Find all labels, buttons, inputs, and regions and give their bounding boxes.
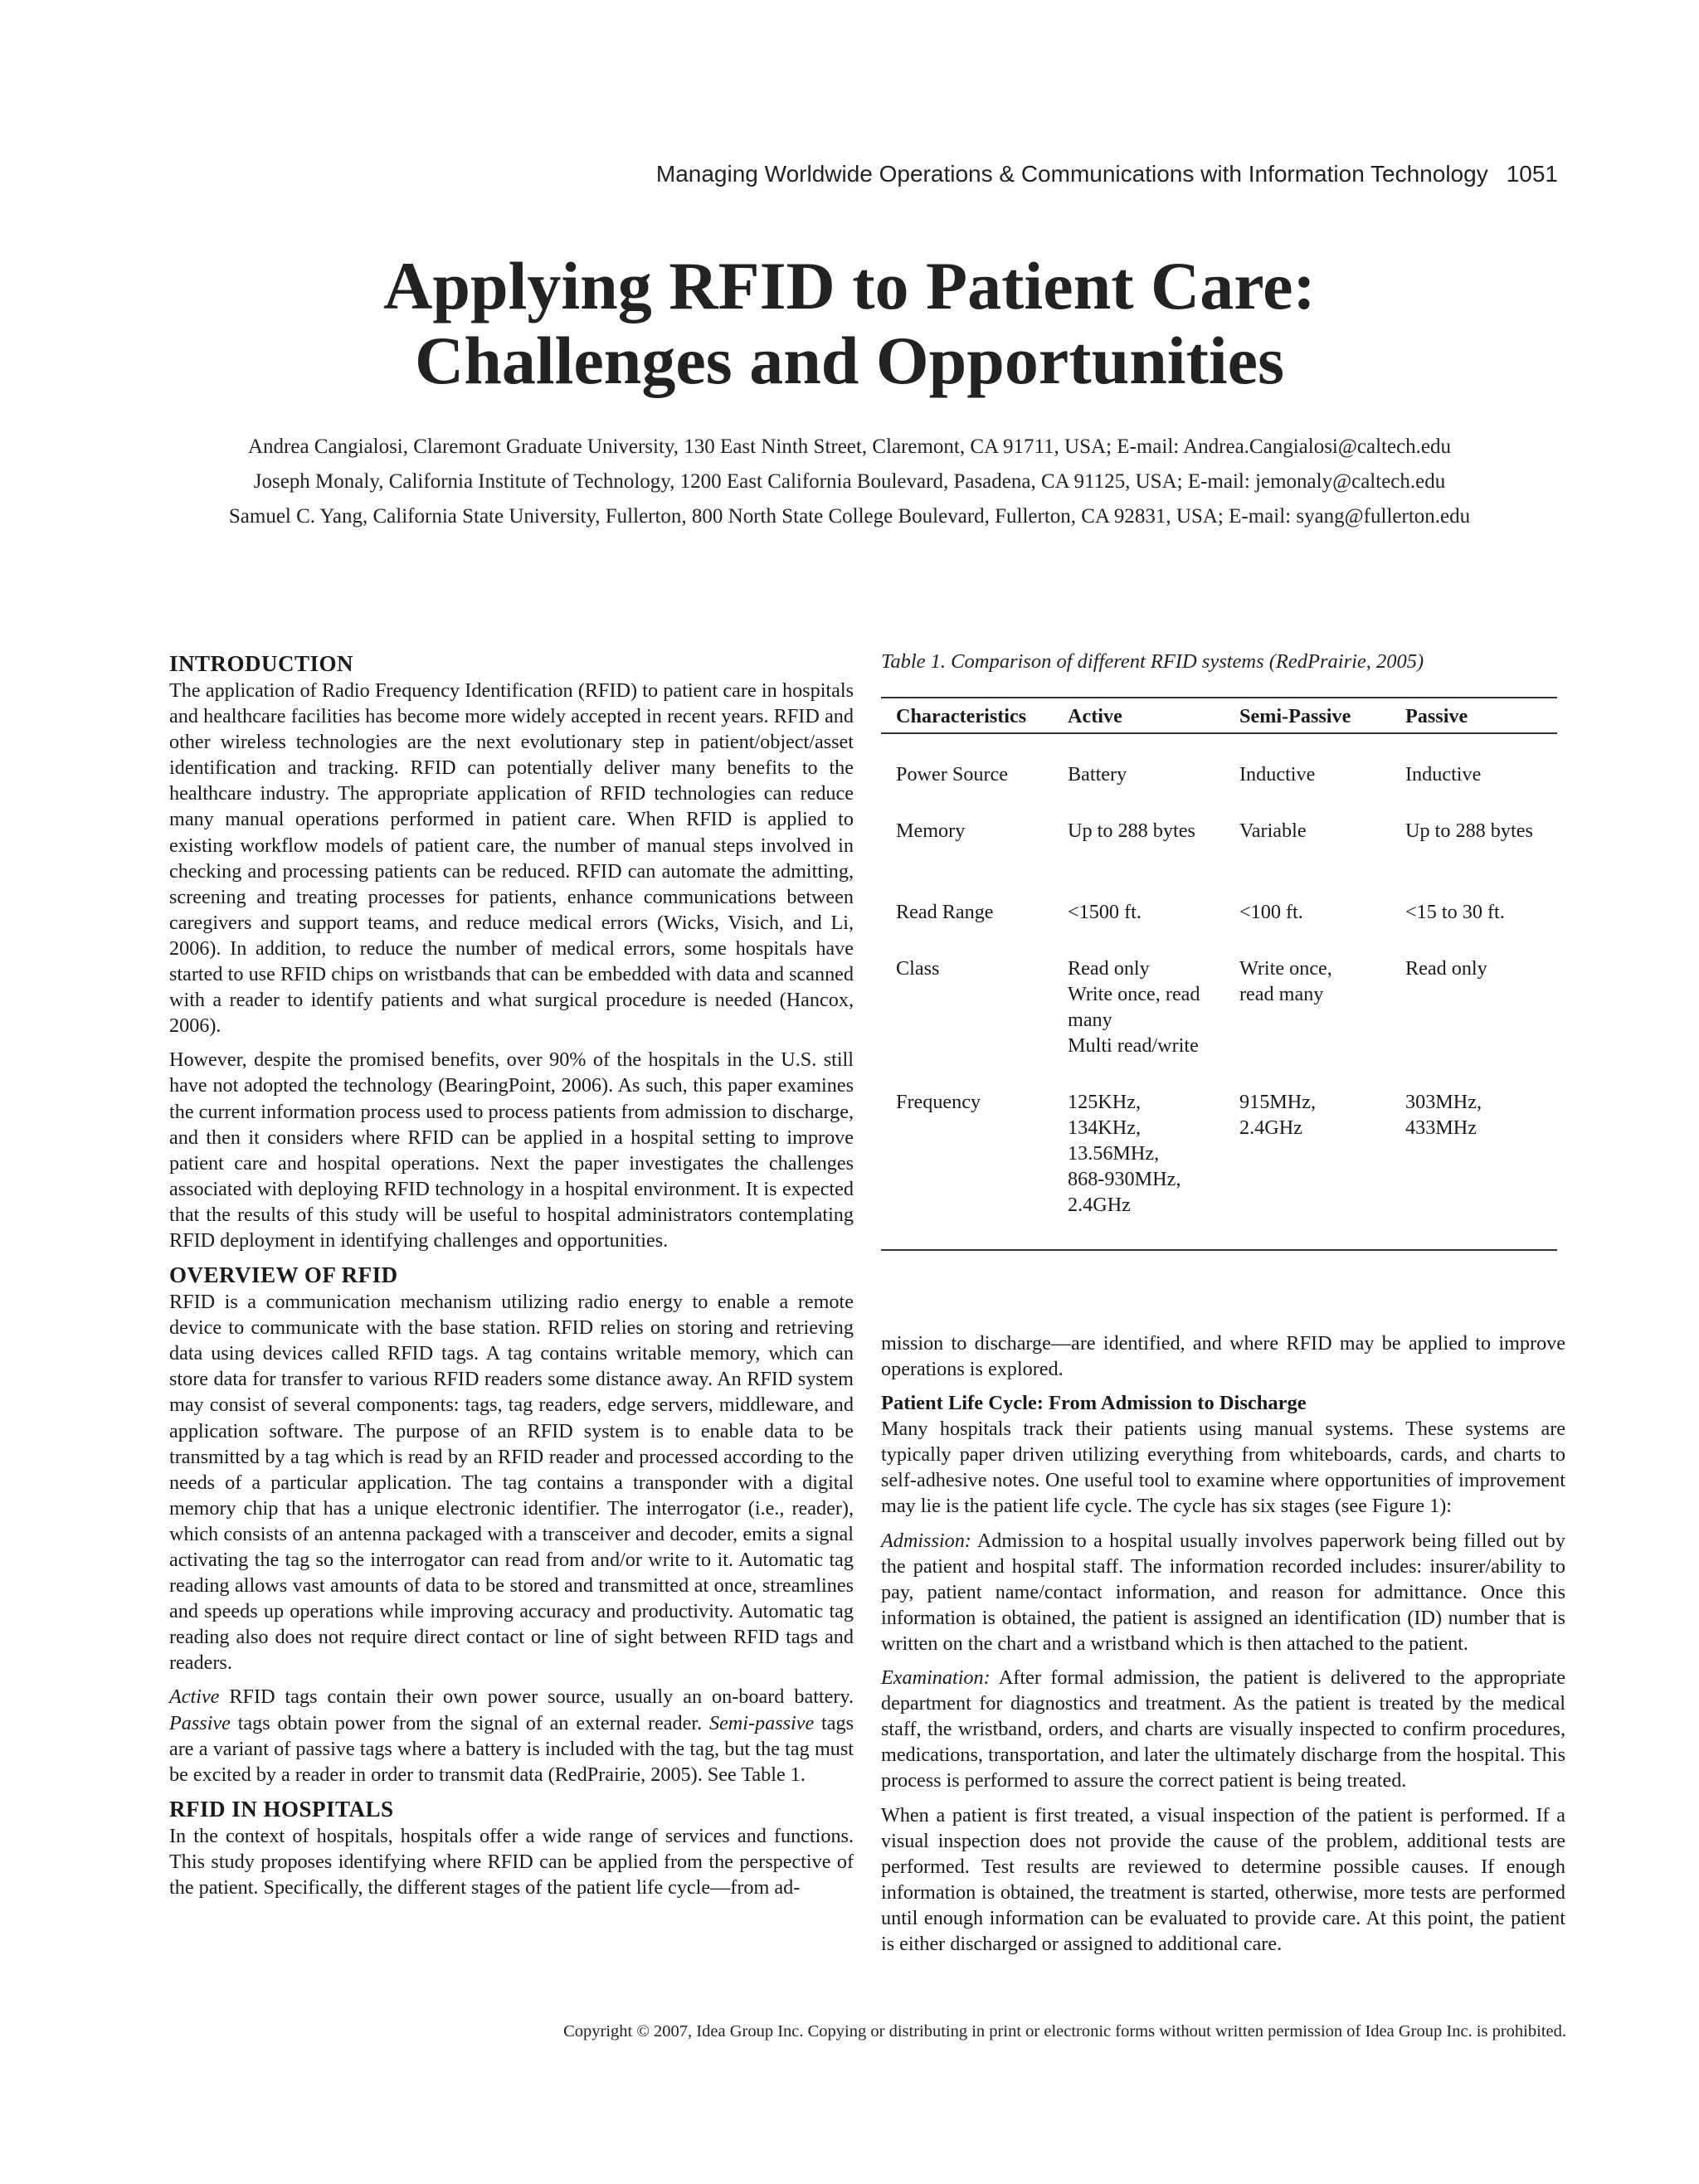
header-semi-passive: Semi-Passive bbox=[1224, 698, 1390, 733]
cell-line: Variable bbox=[1239, 820, 1307, 842]
table-header-row bbox=[881, 698, 1557, 733]
cell-line: 125KHz, bbox=[1068, 1091, 1141, 1113]
author-list bbox=[0, 430, 1699, 534]
cell-active bbox=[1053, 1058, 1224, 1250]
passive-term: Passive bbox=[169, 1711, 231, 1734]
introduction-paragraph-1: The application of Radio Frequency Identification (RFID) to patient care in hospitals and healthcare facilities has become more widely accepted in recent years. RFID and other wireless technologies are the next evolutionary step in patient/object/asset identification and tracking. RFID can potentially deliver many benefits to the healthcare industry. The appropriate application of RFID technologies can reduce many manual operations performed in patient care. When RFID is applied to existing workflow models of patient care, the number of manual steps involved in checking and processing patients can be reduced. RFID can automate the admitting, screening and treating processes for patients, enhance communications between caregivers and support teams, and reduce medical errors (Wicks, Visich, and Li, 2006). In addition, to reduce the number of medical errors, some hospitals have started to use RFID chips on wristbands that can be embedded with data and scanned with a reader to identify patients and what surgical procedure is needed (Hancox, 2006). bbox=[169, 679, 854, 1038]
running-head bbox=[656, 161, 1558, 187]
cell-line: <100 ft. bbox=[1239, 901, 1303, 923]
row-label: Class bbox=[896, 957, 940, 980]
cell-semi bbox=[1224, 1058, 1390, 1250]
row-label: Power Source bbox=[896, 763, 1009, 786]
cell-line: Inductive bbox=[1405, 763, 1482, 786]
left-column bbox=[169, 650, 854, 1909]
cell-line: Write once, bbox=[1239, 957, 1332, 980]
cell-line: Multi read/write bbox=[1068, 1034, 1199, 1057]
running-head-text: Managing Worldwide Operations & Communications with Information Technology bbox=[655, 161, 1488, 187]
hospitals-paragraph-continued: mission to discharge—are identified, and where RFID may be applied to improve operations is explored. bbox=[881, 1332, 1565, 1381]
cell-active bbox=[1053, 925, 1224, 1058]
overview-heading: OVERVIEW OF RFID bbox=[169, 1262, 398, 1288]
cell-line: many bbox=[1068, 1009, 1112, 1031]
cell-semi bbox=[1224, 733, 1390, 787]
table-row bbox=[881, 787, 1557, 844]
active-term: Active bbox=[169, 1685, 220, 1709]
admission-label: Admission: bbox=[881, 1529, 971, 1552]
introduction-heading: INTRODUCTION bbox=[169, 651, 354, 676]
hospitals-paragraph-1: In the context of hospitals, hospitals offer a wide range of services and functions. This study proposes identifying where RFID can be applied from the perspective of the patient. Specifically, the different stages of the patient life cycle—from ad- bbox=[169, 1824, 854, 1899]
examination-paragraph bbox=[881, 1665, 1565, 1793]
table-row bbox=[881, 844, 1557, 925]
cell-active bbox=[1053, 787, 1224, 844]
header-active: Active bbox=[1053, 698, 1224, 733]
cell-semi bbox=[1224, 925, 1390, 1058]
cell-line: 2.4GHz bbox=[1068, 1194, 1131, 1216]
overview-text-3: tags are a variant of passive tags where a battery is included with the tag, but the tag must be excited by a reader in order to transmit data (RedPrairie, 2005). See Table 1. bbox=[169, 1711, 854, 1786]
cell-line: 433MHz bbox=[1405, 1116, 1477, 1139]
semi-passive-term: Semi-passive bbox=[708, 1711, 815, 1734]
overview-paragraph-2 bbox=[169, 1684, 854, 1787]
cell-semi bbox=[1224, 844, 1390, 925]
copyright-notice: Copyright © 2007, Idea Group Inc. Copying or distributing in print or electronic forms without written permission of Idea Group Inc. is prohibited. bbox=[563, 2022, 1566, 2041]
author-1: Andrea Cangialosi, Claremont Graduate University, 130 East Ninth Street, Claremont, CA 91711, USA; E-mail: Andrea.Cangialosi@caltech.edu bbox=[247, 435, 1452, 458]
row-label: Memory bbox=[896, 820, 966, 842]
table-row bbox=[881, 925, 1557, 1058]
cell-line: 915MHz, bbox=[1239, 1091, 1317, 1113]
cell-line: Read only bbox=[1405, 957, 1487, 980]
life-cycle-paragraph-1: Many hospitals track their patients using manual systems. These systems are typically paper driven utilizing everything from whiteboards, cards, and charts to self-adhesive notes. One useful tool to examine where opportunities of improvement may lie is the patient life cycle. The cycle has six stages (see Figure 1): bbox=[881, 1418, 1565, 1518]
paper-title-line-1: Applying RFID to Patient Care: bbox=[383, 248, 1316, 323]
cell-line: Up to 288 bytes bbox=[1068, 820, 1195, 842]
table-row bbox=[881, 733, 1557, 787]
author-2: Joseph Monaly, California Institute of Technology, 1200 East California Boulevard, Pasadena, CA 91125, USA; E-mail: jemonaly@caltech.edu bbox=[253, 470, 1446, 493]
cell-passive bbox=[1390, 925, 1557, 1058]
cell-active bbox=[1053, 733, 1224, 787]
cell-line: 13.56MHz, bbox=[1068, 1142, 1160, 1165]
cell-line: 134KHz, bbox=[1068, 1116, 1141, 1139]
header-characteristics: Characteristics bbox=[881, 698, 1053, 733]
cell-line: <1500 ft. bbox=[1068, 901, 1142, 923]
cell-passive bbox=[1390, 787, 1557, 844]
cell-line: read many bbox=[1239, 983, 1324, 1005]
overview-paragraph-1: RFID is a communication mechanism utilizing radio energy to enable a remote device to communicate with the base station. RFID relies on storing and retrieving data using devices called RFID tags. A tag contains writable memory, which can store data for transfer to various RFID readers some distance away. An RFID system may consist of several components: tags, tag readers, edge servers, middleware, and application software. The purpose of an RFID system is to enable data to be transmitted by a tag which is read by an RFID reader and processed according to the needs of a particular application. The tag contains a transponder with a digital memory chip that has a unique electronic identifier. The interrogator (i.e., reader), which consists of an antenna packaged with a transceiver and decoder, emits a signal activating the tag so the interrogator can read from and/or write to it. Automatic tag reading allows vast amounts of data to be stored and transmitted at once, streamlines and speeds up operations while improving accuracy and productivity. Automatic tag reading also does not require direct contact or line of sight between RFID tags and readers. bbox=[169, 1291, 854, 1675]
cell-line: Up to 288 bytes bbox=[1405, 820, 1533, 842]
cell-line: Read only bbox=[1068, 957, 1150, 980]
page-number: 1051 bbox=[1506, 161, 1558, 187]
table-caption: Table 1. Comparison of different RFID systems (RedPrairie, 2005) bbox=[881, 650, 1424, 673]
cell-passive bbox=[1390, 1058, 1557, 1250]
cell-line: Write once, read bbox=[1068, 983, 1200, 1005]
overview-text-2: tags obtain power from the signal of an external reader. bbox=[230, 1711, 709, 1734]
treatment-paragraph: When a patient is first treated, a visual inspection of the patient is performed. If a visual inspection does not provide the cause of the problem, additional tests are performed. Test results are reviewed to determine possible causes. If enough information is obtained, the treatment is started, otherwise, more tests are performed until enough information can be evaluated to provide care. At this point, the patient is either discharged or assigned to additional care. bbox=[881, 1803, 1565, 1955]
hospitals-heading: RFID IN HOSPITALS bbox=[169, 1796, 394, 1822]
overview-text-1: RFID tags contain their own power source, usually an on-board battery. bbox=[219, 1685, 854, 1709]
header-passive: Passive bbox=[1390, 698, 1557, 733]
cell-passive bbox=[1390, 844, 1557, 925]
introduction-paragraph-2: However, despite the promised benefits, over 90% of the hospitals in the U.S. still have not adopted the technology (BearingPoint, 2006). As such, this paper examines the current information process used to process patients from admission to discharge, and then it considers where RFID can be applied in a hospital setting to improve patient care and hospital operations. Next the paper investigates the challenges associated with deploying RFID technology in a hospital environment. It is expected that the results of this study will be useful to hospital administrators contemplating RFID deployment in identifying challenges and opportunities. bbox=[169, 1048, 854, 1252]
examination-label: Examination: bbox=[881, 1666, 991, 1690]
cell-line: Battery bbox=[1068, 763, 1127, 786]
paper-title-line-2: Challenges and Opportunities bbox=[415, 323, 1284, 398]
life-cycle-heading: Patient Life Cycle: From Admission to Discharge bbox=[881, 1392, 1307, 1415]
admission-paragraph bbox=[881, 1528, 1565, 1656]
author-3: Samuel C. Yang, California State University, Fullerton, 800 North State College Boulevard, Fullerton, CA 92831, USA; E-mail: syang@fullerton.edu bbox=[228, 505, 1471, 528]
paper-title bbox=[0, 249, 1699, 398]
rfid-comparison-table bbox=[881, 697, 1557, 1251]
cell-passive bbox=[1390, 733, 1557, 787]
cell-line: 868-930MHz, bbox=[1068, 1168, 1181, 1190]
row-label: Frequency bbox=[881, 1058, 1053, 1250]
right-column-lower bbox=[881, 1330, 1565, 1965]
cell-line: 303MHz, bbox=[1405, 1091, 1482, 1113]
cell-semi bbox=[1224, 787, 1390, 844]
cell-line: Inductive bbox=[1239, 763, 1316, 786]
cell-line: <15 to 30 ft. bbox=[1405, 901, 1505, 923]
table-row bbox=[881, 1058, 1557, 1250]
cell-active bbox=[1053, 844, 1224, 925]
cell-line: 2.4GHz bbox=[1239, 1116, 1302, 1139]
examination-text: After formal admission, the patient is delivered to the appropriate department for diagnostics and treatment. As the patient is treated by the medical staff, the wristband, orders, and charts are visually inspected to confirm procedures, medications, transportation, and later the ultimately discharge from the hospital. This process is performed to assure the correct patient is being treated. bbox=[881, 1666, 1565, 1792]
admission-text: Admission to a hospital usually involves paperwork being filled out by the patient and hospital staff. The information recorded includes: insurer/ability to pay, patient name/contact information, and reason for admittance. Once this information is obtained, the patient is assigned an identification (ID) number that is written on the chart and a wristband which is then attached to the patient. bbox=[881, 1529, 1565, 1655]
row-label: Read Range bbox=[896, 901, 994, 923]
